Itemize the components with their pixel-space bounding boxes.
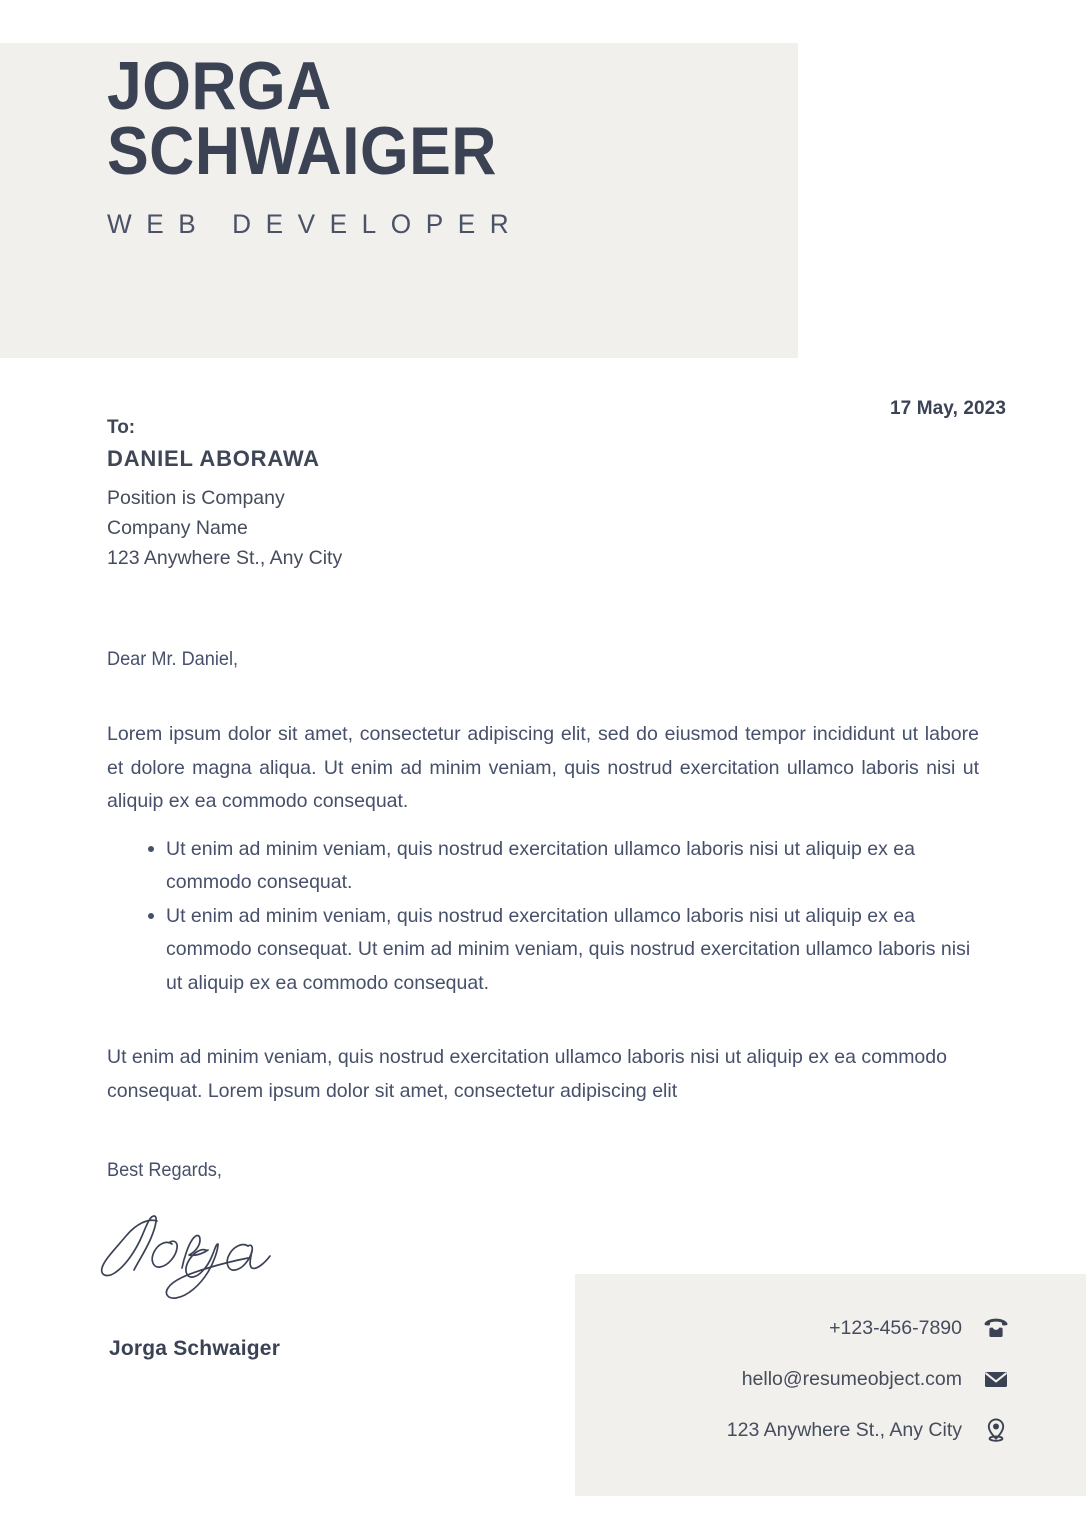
phone-number: +123-456-7890 bbox=[829, 1316, 962, 1339]
closing-line: Best Regards, bbox=[107, 1159, 222, 1182]
recipient-company: Company Name bbox=[107, 516, 248, 539]
contact-row-email bbox=[727, 1365, 1010, 1393]
body-bullet-list bbox=[107, 833, 979, 1001]
envelope-icon bbox=[982, 1365, 1010, 1393]
telephone-icon bbox=[982, 1314, 1010, 1342]
letter-body bbox=[107, 648, 979, 1182]
signature-script bbox=[96, 1208, 416, 1308]
contact-list bbox=[727, 1314, 1010, 1444]
list-item: Ut enim ad minim veniam, quis nostrud exercitation ullamco laboris nisi ut aliquip ex ea commodo consequat. bbox=[107, 833, 979, 900]
recipient-position: Position is Company bbox=[107, 486, 285, 509]
letter-date: 17 May, 2023 bbox=[890, 398, 1006, 419]
letterhead-identity bbox=[107, 48, 536, 240]
street-address: 123 Anywhere St., Any City bbox=[726, 1418, 962, 1441]
recipient-name: DANIEL ABORAWA bbox=[107, 446, 320, 472]
contact-row-address bbox=[727, 1416, 1010, 1444]
signature-printed-name: Jorga Schwaiger bbox=[109, 1337, 281, 1360]
email-address: hello@resumeobject.com bbox=[741, 1367, 962, 1390]
recipient-block bbox=[107, 413, 342, 573]
job-title: WEB DEVELOPER bbox=[107, 208, 524, 239]
last-name: SCHWAIGER bbox=[107, 113, 497, 190]
body-paragraph-2: Ut enim ad minim veniam, quis nostrud exercitation ullamco laboris nisi ut aliquip ex ea commodo consequat. Lorem ipsum dolor sit amet, consectetur adipiscing elit bbox=[107, 1046, 947, 1102]
contact-row-phone bbox=[727, 1314, 1010, 1342]
list-item: Ut enim ad minim veniam, quis nostrud exercitation ullamco laboris nisi ut aliquip ex ea commodo consequat. Ut enim ad minim veniam, quis nostrud exercitation ullamco laboris nisi ut aliquip ex ea commodo consequat. bbox=[107, 900, 979, 1001]
first-name: JORGA bbox=[107, 48, 332, 124]
location-pin-icon bbox=[982, 1416, 1010, 1444]
body-paragraph-1: Lorem ipsum dolor sit amet, consectetur adipiscing elit, sed do eiusmod tempor incididunt ut labore et dolore magna aliqua. Ut enim ad minim veniam, quis nostrud exercitation ullamco laboris nisi ut aliquip ex ea commodo consequat. bbox=[107, 723, 979, 813]
to-label: To: bbox=[107, 417, 136, 438]
salutation: Dear Mr. Daniel, bbox=[107, 648, 239, 670]
recipient-address: 123 Anywhere St., Any City bbox=[107, 546, 343, 569]
contact-footer-band bbox=[575, 1274, 1086, 1496]
